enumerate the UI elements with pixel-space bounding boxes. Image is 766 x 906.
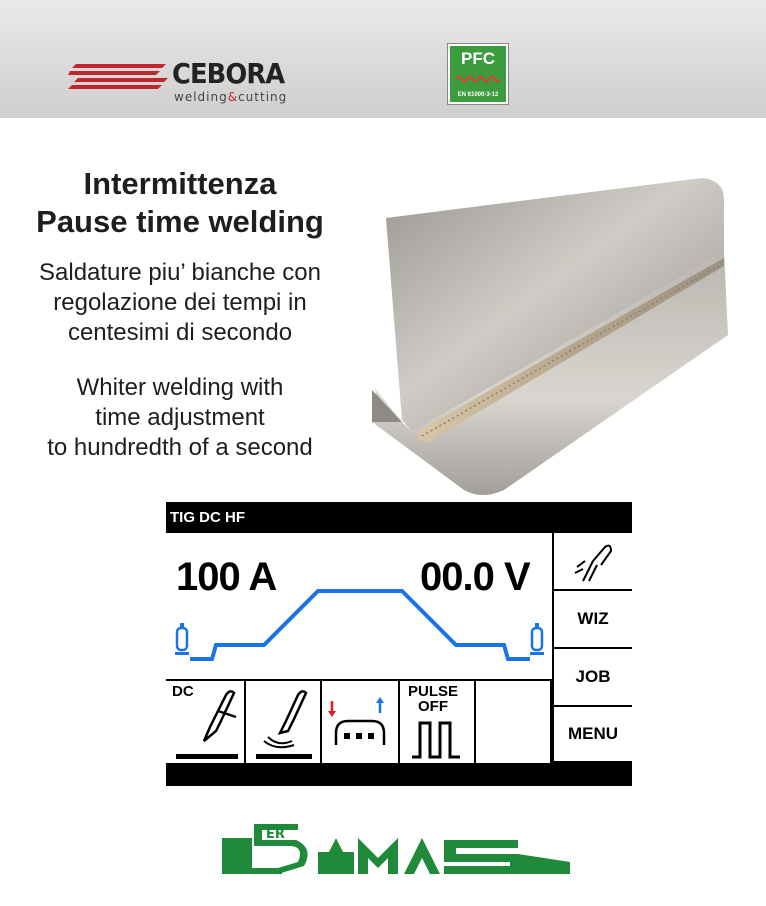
- wiz-button[interactable]: WIZ: [552, 591, 632, 649]
- feature-title-it: Intermittenza: [83, 166, 277, 201]
- selected-indicator: [176, 754, 238, 759]
- display-area: [166, 533, 632, 763]
- cebora-stripes-icon: [68, 58, 172, 98]
- control-panel-screen: [166, 502, 632, 786]
- dc-mode-cell[interactable]: [166, 679, 246, 763]
- welding-cycle-graph: [166, 533, 552, 679]
- voltage-reading: 00.0 V: [420, 555, 530, 599]
- mode-title: TIG DC HF: [170, 509, 245, 526]
- feature-desc-en-line-3: to hundredth of a second: [47, 434, 313, 461]
- feature-desc-en-line-1: Whiter welding with: [76, 374, 284, 401]
- torch-arc-icon: [258, 687, 310, 749]
- pfc-badge-standard: EN 61000-3-12: [457, 92, 499, 98]
- trigger-4t-icon: [326, 693, 396, 753]
- brand-name: CEBORA: [172, 57, 285, 90]
- feature-title-en: Pause time welding: [36, 204, 324, 239]
- sine-wave-icon: [456, 72, 500, 86]
- fer-damas-logo: [218, 818, 574, 882]
- pulse-wave-icon: [410, 719, 466, 759]
- torch-settings-button[interactable]: [552, 533, 632, 591]
- job-button[interactable]: JOB: [552, 649, 632, 707]
- menu-button[interactable]: MENU: [552, 707, 632, 763]
- feature-desc-it-line-3: centesimi di secondo: [67, 319, 293, 346]
- weld-photo: [372, 160, 734, 500]
- brand-tagline: welding&cutting: [174, 90, 288, 104]
- header-bar: [0, 0, 766, 118]
- selected-indicator: [256, 754, 312, 759]
- gas-postflow-icon: [530, 623, 544, 655]
- hf-start-cell[interactable]: [246, 679, 322, 763]
- empty-cell: [476, 679, 552, 763]
- pulse-off-cell[interactable]: [400, 679, 476, 763]
- trigger-mode-cell[interactable]: [322, 679, 400, 763]
- dc-label: DC: [172, 683, 194, 700]
- feature-desc-en-line-2: time adjustment: [95, 404, 265, 431]
- pfc-badge: [448, 44, 508, 104]
- fer-text: ER: [266, 827, 285, 842]
- feature-desc-it-line-1: Saldature piu’ bianche con: [39, 259, 321, 286]
- torch-hand-icon: [571, 537, 615, 585]
- feature-desc-it-line-2: regolazione dei tempi in: [53, 289, 307, 316]
- pfc-badge-title: PFC: [461, 49, 495, 68]
- current-reading: 100 A: [176, 555, 277, 599]
- pulse-label: PULSE OFF: [408, 683, 459, 715]
- cebora-logo: [68, 52, 288, 108]
- tig-torch-icon: [196, 687, 240, 745]
- gas-preflow-icon: [175, 623, 189, 655]
